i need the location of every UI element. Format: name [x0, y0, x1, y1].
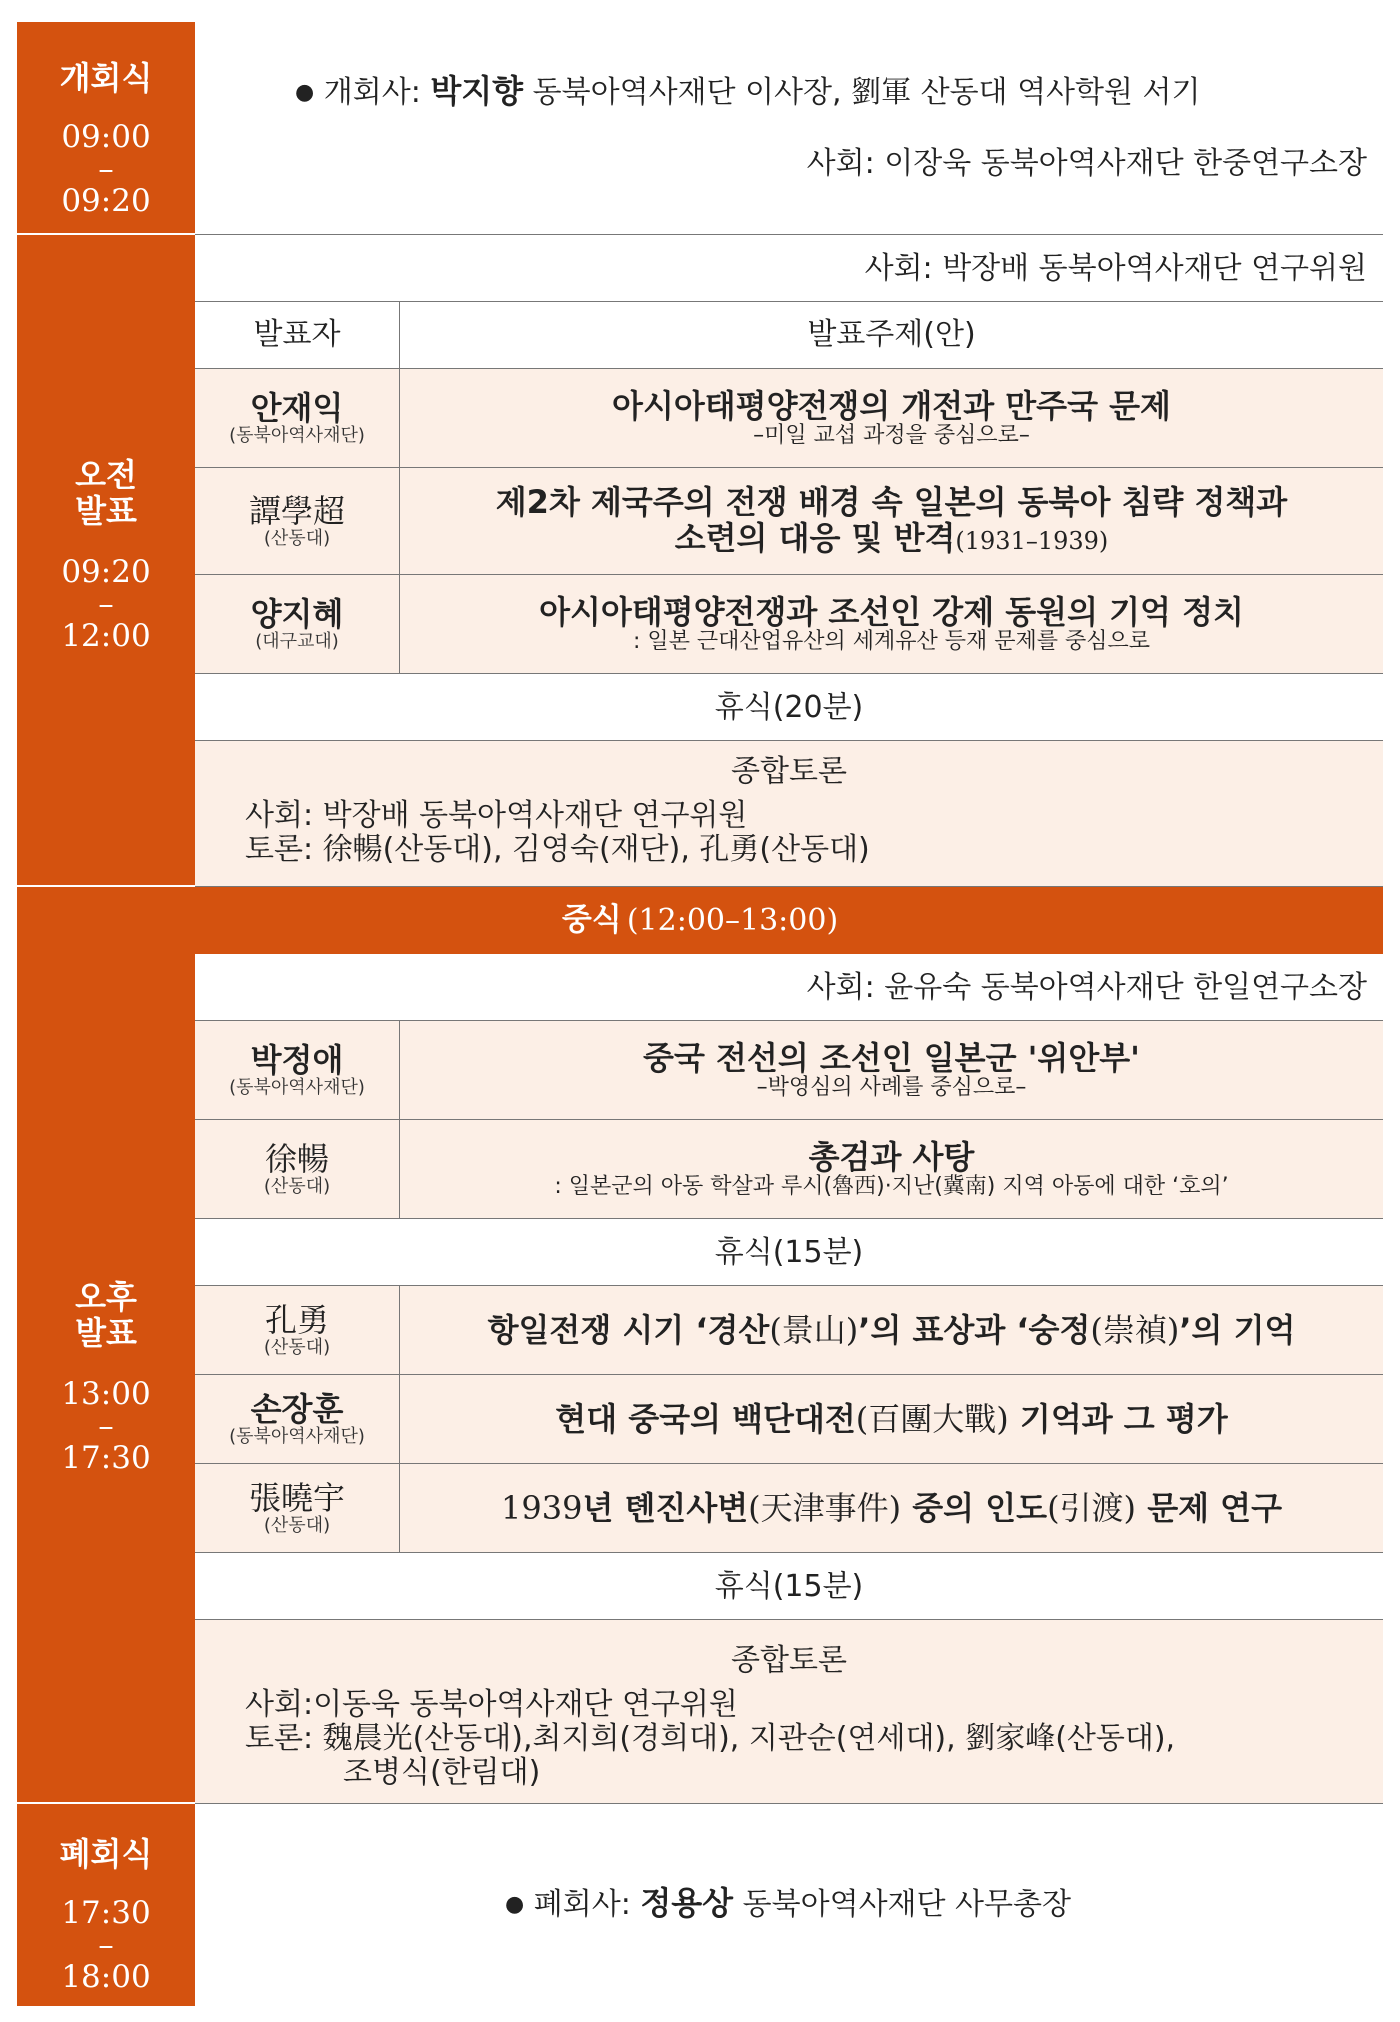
header-presenter: 발표자	[253, 317, 341, 352]
closing-time-dash: –	[98, 1927, 114, 1963]
opening-speaker: 박지향	[430, 72, 524, 110]
topic-title-hanja: (引渡)	[1047, 1489, 1137, 1527]
presenter-cell	[195, 575, 400, 674]
closing-speech-label: 폐회사:	[533, 1887, 631, 1922]
presenter-affiliation: (산동대)	[263, 528, 331, 549]
presenter-affiliation: (산동대)	[263, 1515, 331, 1536]
morning-time-end: 12:00	[61, 618, 151, 654]
topic-cell	[400, 1286, 1383, 1375]
opening-speech-label: 개회사:	[323, 75, 421, 110]
afternoon-title-line2: 발표	[75, 1314, 137, 1352]
morning-discussion	[195, 741, 1383, 887]
afternoon-moderator: 사회: 윤유숙 동북아역사재단 한일연구소장	[806, 970, 1367, 1005]
closing-speech-rest: 동북아역사재단 사무총장	[742, 1887, 1071, 1922]
presenter-affiliation: (대구교대)	[255, 631, 339, 652]
topic-title-year: 1939	[501, 1489, 583, 1527]
topic-title-part: 년 톈진사변	[582, 1489, 749, 1527]
topic-title-part: 중의 인도	[901, 1489, 1048, 1527]
topic-title-part: ’의 표상과 ‘숭정	[858, 1311, 1091, 1349]
presenter-name: 孔勇	[264, 1301, 329, 1339]
afternoon-time-end: 17:30	[61, 1440, 151, 1476]
opening-speech	[295, 74, 1201, 110]
topic-title	[488, 1312, 1296, 1348]
topic-subtitle: : 일본군의 아동 학살과 루시(魯西)·지난(冀南) 지역 아동에 대한 ‘호의’	[554, 1174, 1229, 1199]
morning-label-cell	[17, 235, 195, 887]
afternoon-discussion-title: 종합토론	[731, 1643, 847, 1678]
opening-speech-rest: 동북아역사재단 이사장, 劉軍 산동대 역사학원 서기	[532, 75, 1201, 110]
presenter-name: 譚學超	[248, 492, 345, 530]
topic-cell	[400, 575, 1383, 674]
presenter-affiliation: (동북아역사재단)	[229, 1077, 365, 1098]
topic-title-hanja: (景山)	[769, 1311, 859, 1349]
afternoon-label-cell	[17, 954, 195, 1804]
afternoon-discussion-moderator: 사회:이동욱 동북아역사재단 연구위원	[245, 1687, 738, 1722]
morning-break: 휴식(20분)	[714, 690, 864, 725]
topic-title: 아시아태평양전쟁의 개전과 만주국 문제	[612, 387, 1171, 425]
afternoon-moderator-row	[195, 954, 1383, 1021]
afternoon-break1-row	[195, 1219, 1383, 1286]
topic-title: 제2차 제국주의 전쟁 배경 속 일본의 동북아 침략 정책과	[495, 482, 1288, 521]
topic-cell	[400, 1021, 1383, 1120]
presenter-affiliation: (동북아역사재단)	[229, 425, 365, 446]
presenter-name: 안재익	[250, 389, 344, 427]
presenter-cell	[195, 1375, 400, 1464]
topic-title-part: 현대 중국의 백단대전	[555, 1400, 856, 1438]
topic-title: 아시아태평양전쟁과 조선인 강제 동원의 기억 정치	[539, 593, 1244, 631]
presenter-name: 徐暢	[264, 1140, 329, 1178]
opening-time-start: 09:00	[61, 119, 151, 155]
topic-title-part: 문제 연구	[1136, 1489, 1282, 1527]
topic-title-hanja: (百團大戰)	[855, 1400, 1009, 1438]
closing-title: 폐회식	[59, 1835, 153, 1873]
presenter-cell	[195, 1286, 400, 1375]
closing-label-cell	[17, 1804, 195, 2006]
topic-cell	[400, 1375, 1383, 1464]
topic-title-part: 기억과 그 평가	[1008, 1400, 1228, 1438]
morning-discussion-panel: 토론: 徐暢(산동대), 김영숙(재단), 孔勇(산동대)	[245, 832, 870, 867]
presenter-affiliation: (동북아역사재단)	[229, 1426, 365, 1447]
topic-title-2: 소련의 대응 및 반격	[674, 518, 956, 557]
morning-discussion-title: 종합토론	[731, 754, 847, 789]
morning-moderator: 사회: 박장배 동북아역사재단 연구위원	[864, 251, 1367, 286]
lunch-row	[17, 887, 1383, 954]
closing-content	[195, 1804, 1383, 2006]
afternoon-discussion	[195, 1620, 1383, 1804]
topic-title-line2	[675, 520, 1109, 559]
afternoon-break2-row	[195, 1553, 1383, 1620]
afternoon-time-dash: –	[98, 1408, 114, 1444]
presenter-affiliation: (산동대)	[263, 1176, 331, 1197]
opening-content	[195, 22, 1383, 235]
afternoon-discussion-panel-cont: 조병식(한림대)	[343, 1755, 541, 1790]
morning-time-dash: –	[98, 586, 114, 622]
topic-subtitle: –박영심의 사례를 중심으로–	[756, 1075, 1027, 1100]
topic-subtitle: : 일본 근대산업유산의 세계유산 등재 문제를 중심으로	[633, 629, 1150, 654]
morning-moderator-row	[195, 235, 1383, 302]
afternoon-break1: 휴식(15분)	[714, 1235, 864, 1270]
opening-time-end: 09:20	[61, 183, 151, 219]
opening-moderator: 사회: 이장욱 동북아역사재단 한중연구소장	[806, 146, 1367, 181]
morning-title-line1: 오전	[75, 456, 137, 494]
bullet-icon: ●	[295, 80, 315, 105]
presenter-affiliation: (산동대)	[263, 1337, 331, 1358]
afternoon-time-start: 13:00	[61, 1376, 151, 1412]
lunch-time: (12:00–13:00)	[626, 903, 839, 938]
lunch-label: 중식	[561, 902, 622, 938]
topic-title-hanja: (崇禎)	[1090, 1311, 1180, 1349]
closing-speaker: 정용상	[640, 1884, 734, 1922]
presenter-name: 손장훈	[250, 1390, 344, 1428]
closing-time-start: 17:30	[61, 1895, 151, 1931]
presenter-name: 張曉宇	[248, 1479, 345, 1517]
header-topic-cell	[400, 302, 1383, 369]
header-topic: 발표주제(안)	[807, 317, 976, 352]
topic-title: 총검과 사탕	[808, 1138, 975, 1176]
closing-time-end: 18:00	[61, 1959, 151, 1995]
afternoon-title-line1: 오후	[75, 1278, 137, 1316]
presenter-cell	[195, 468, 400, 575]
morning-time-start: 09:20	[61, 554, 151, 590]
morning-break-row	[195, 674, 1383, 741]
topic-cell	[400, 1120, 1383, 1219]
opening-time-dash: –	[98, 151, 114, 187]
afternoon-discussion-panel: 토론: 魏晨光(산동대),최지희(경희대), 지관순(연세대), 劉家峰(산동대),	[245, 1721, 1176, 1756]
presenter-name: 양지혜	[250, 595, 344, 633]
topic-title-part: 항일전쟁 시기 ‘경산	[487, 1311, 770, 1349]
header-presenter-cell	[195, 302, 400, 369]
presenter-cell	[195, 1120, 400, 1219]
afternoon-break2: 휴식(15분)	[714, 1569, 864, 1604]
topic-title-part: ’의 기억	[1179, 1311, 1296, 1349]
presenter-cell	[195, 1464, 400, 1553]
topic-cell	[400, 468, 1383, 575]
presenter-name: 박정애	[250, 1041, 344, 1079]
morning-title-line2: 발표	[75, 492, 137, 530]
topic-title-years: (1931–1939)	[955, 526, 1109, 555]
topic-cell	[400, 1464, 1383, 1553]
presenter-cell	[195, 369, 400, 468]
topic-title-hanja: (天津事件)	[748, 1489, 902, 1527]
topic-title	[555, 1401, 1227, 1437]
closing-speech	[505, 1886, 1071, 1922]
topic-title	[501, 1490, 1282, 1526]
opening-label-cell	[17, 22, 195, 235]
topic-cell	[400, 369, 1383, 468]
bullet-icon: ●	[505, 1892, 525, 1917]
morning-discussion-moderator: 사회: 박장배 동북아역사재단 연구위원	[245, 798, 748, 833]
presenter-cell	[195, 1021, 400, 1120]
topic-title: 중국 전선의 조선인 일본군 '위안부'	[643, 1039, 1140, 1077]
opening-title: 개회식	[59, 59, 153, 97]
topic-subtitle: –미일 교섭 과정을 중심으로–	[753, 423, 1030, 448]
